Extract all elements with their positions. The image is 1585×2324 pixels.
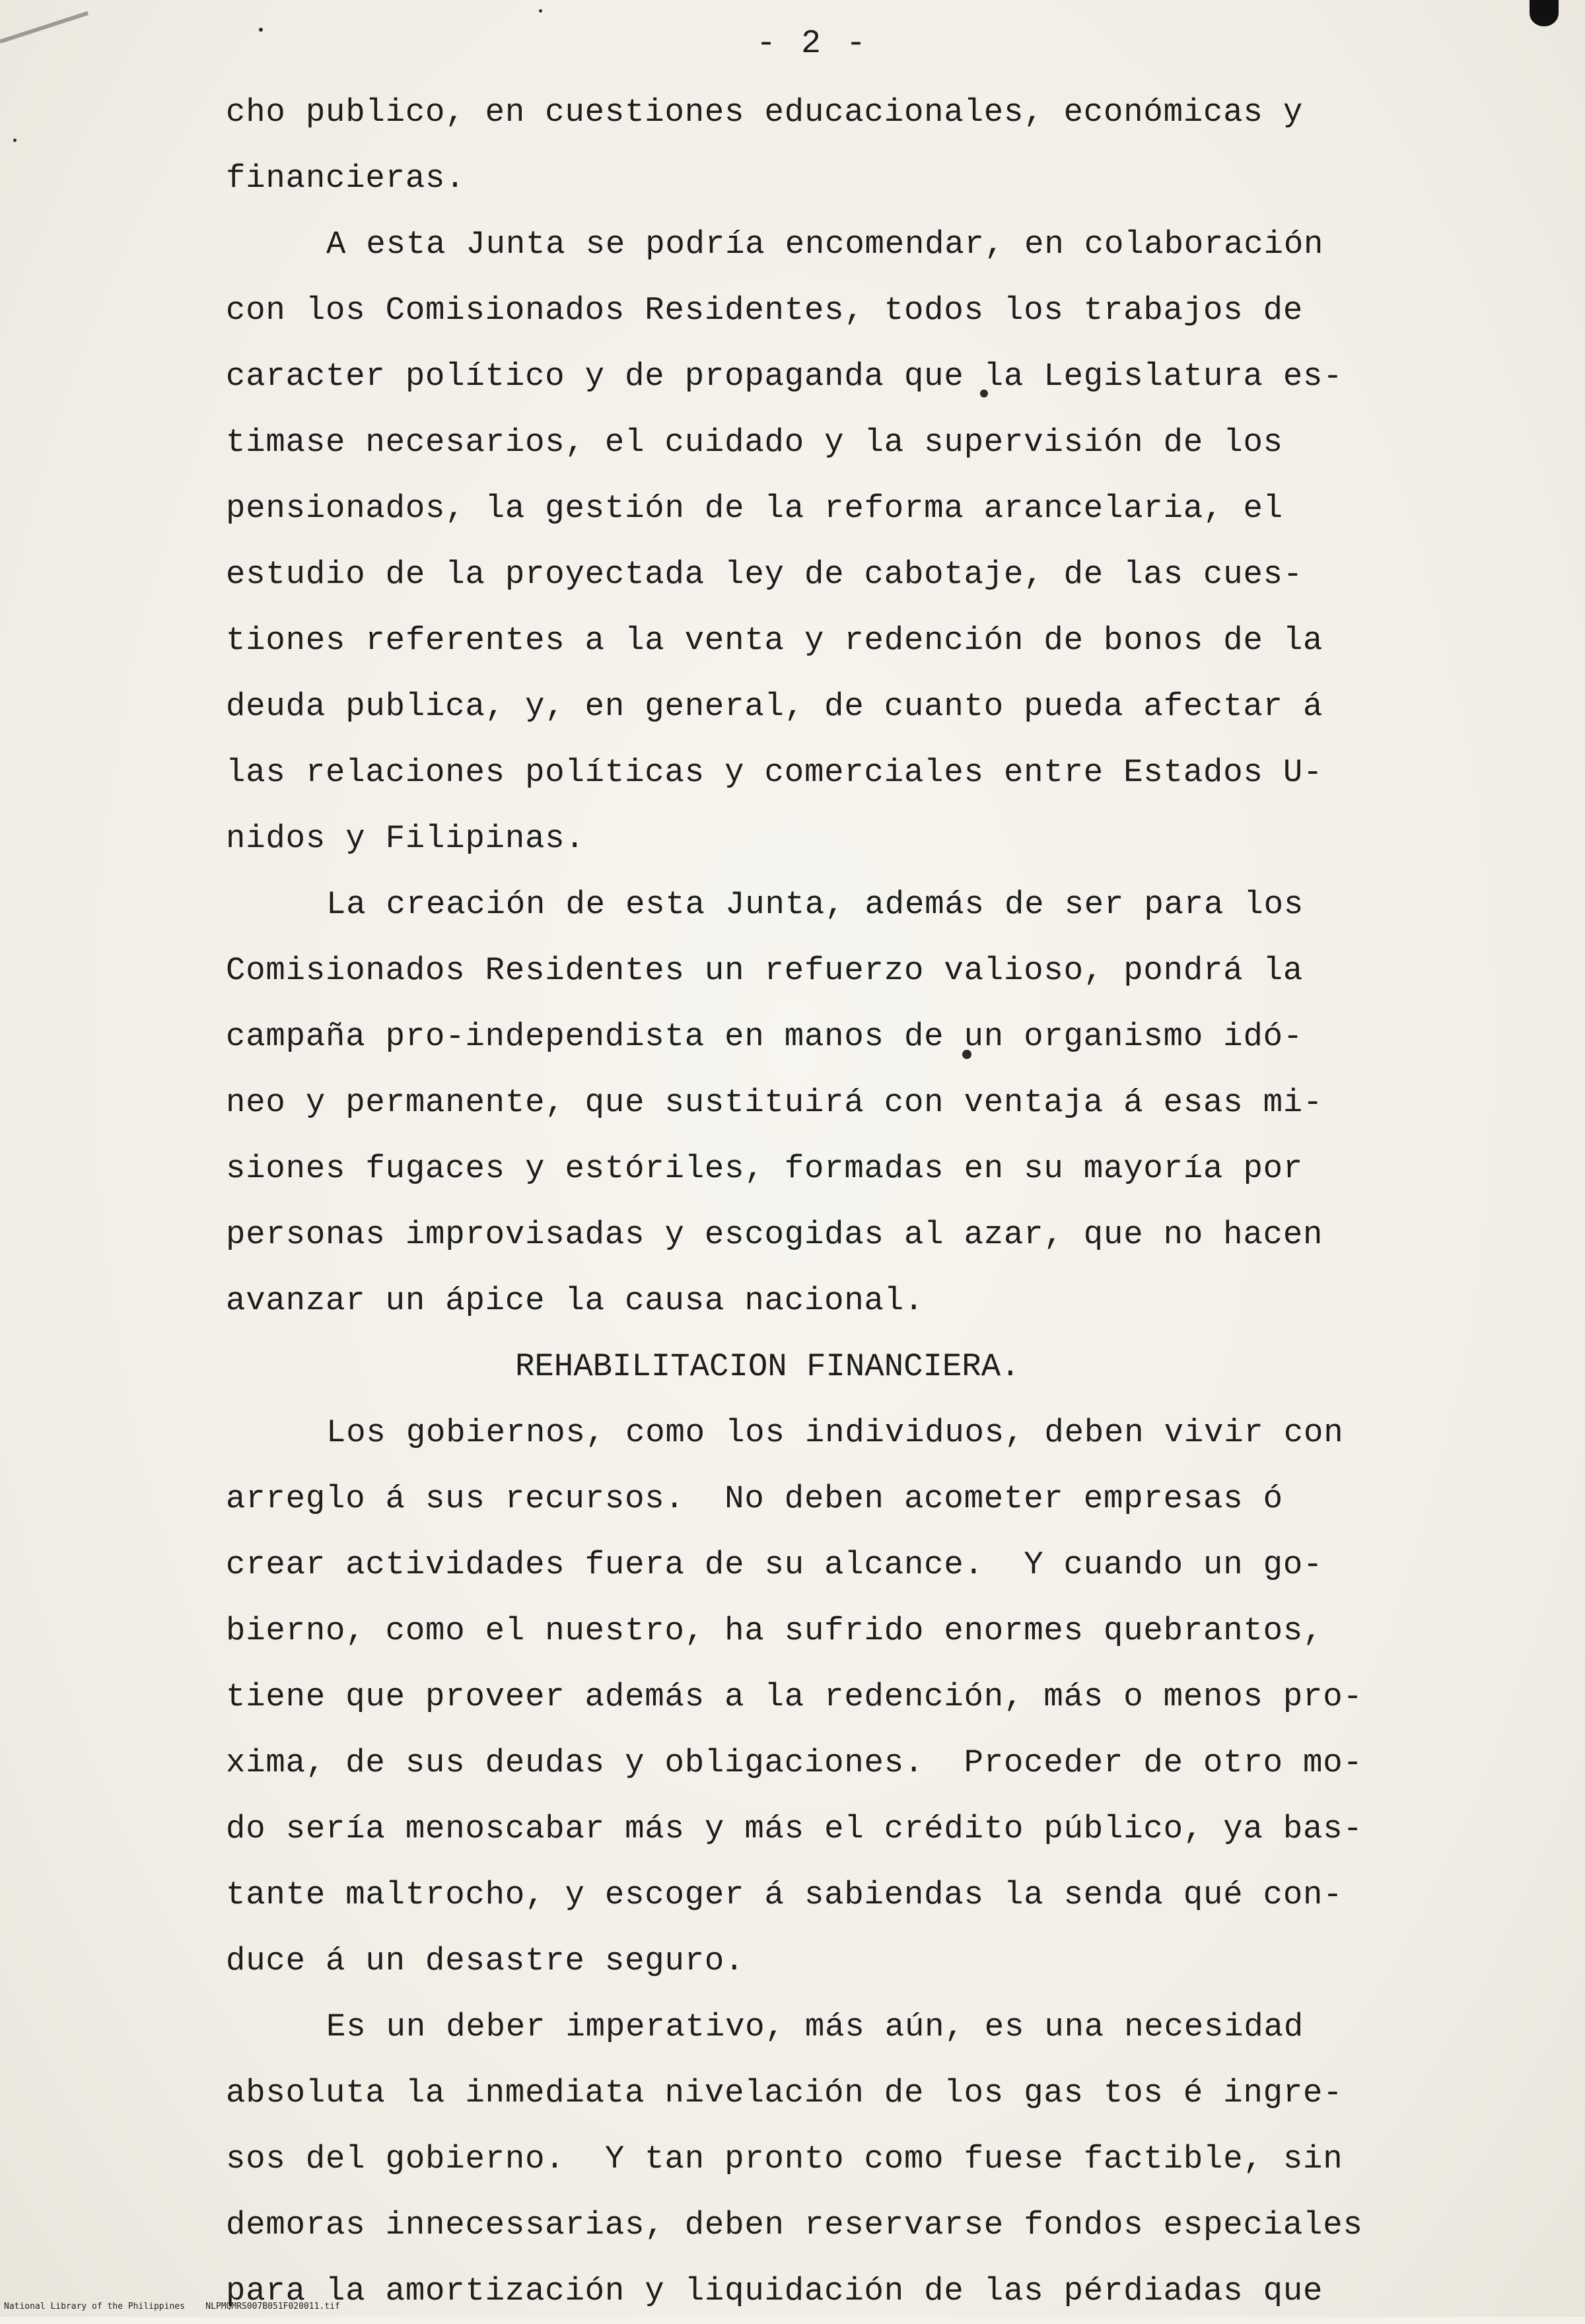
ink-speck bbox=[539, 9, 542, 13]
text-line: para la amortización y liquidación de las pérdiadas que bbox=[226, 2273, 1323, 2309]
text-line: bierno, como el nuestro, ha sufrido enormes quebrantos, bbox=[226, 1612, 1323, 1649]
text-line: Comisionados Residentes un refuerzo valioso, pondrá la bbox=[226, 952, 1304, 989]
text-line: Los gobiernos, como los individuos, deben vivir con bbox=[326, 1414, 1344, 1451]
text-line: neo y permanente, que sustituirá con ventaja á esas mi- bbox=[226, 1084, 1323, 1121]
text-line: xima, de sus deudas y obligaciones. Proceder de otro mo- bbox=[226, 1744, 1363, 1781]
archive-footer: National Library of the Philippines NLPMQMRS007B051F020011.tif bbox=[4, 2302, 340, 2311]
ink-speck bbox=[13, 139, 17, 142]
text-line: tiones referentes a la venta y redención de bonos de la bbox=[226, 622, 1323, 659]
text-line: avanzar un ápice la causa nacional. bbox=[226, 1282, 925, 1319]
text-line: A esta Junta se podría encomendar, en colaboración bbox=[326, 226, 1324, 263]
text-line: estudio de la proyectada ley de cabotaje, de las cues- bbox=[226, 556, 1304, 593]
text-line: campaña pro-independista en manos de un organismo idó- bbox=[226, 1018, 1304, 1055]
text-line: deuda publica, y, en general, de cuanto pueda afectar á bbox=[226, 688, 1323, 725]
page-number: - 2 - bbox=[756, 25, 869, 63]
text-line: duce á un desastre seguro. bbox=[226, 1942, 745, 1979]
text-line: financieras. bbox=[226, 160, 466, 197]
text-line: nidos y Filipinas. bbox=[226, 820, 585, 857]
text-line: absoluta la inmediata nivelación de los gas tos é ingre- bbox=[226, 2074, 1343, 2111]
document-body bbox=[226, 79, 1421, 2324]
text-line: caracter político y de propaganda que la Legislatura es- bbox=[226, 358, 1343, 395]
text-line: demoras innecessarias, deben reservarse fondos especiales bbox=[226, 2206, 1363, 2243]
text-line: crear actividades fuera de su alcance. Y cuando un go- bbox=[226, 1546, 1323, 1583]
section-heading: REHABILITACION FINANCIERA. bbox=[515, 1348, 1020, 1385]
text-line: las relaciones políticas y comerciales entre Estados U- bbox=[226, 754, 1323, 791]
text-line: pensionados, la gestión de la reforma arancelaria, el bbox=[226, 490, 1283, 527]
text-line: do sería menoscabar más y más el crédito público, ya bas- bbox=[226, 1810, 1363, 1847]
text-line: cho publico, en cuestiones educacionales, económicas y bbox=[226, 94, 1304, 131]
text-line: siones fugaces y estóriles, formadas en su mayoría por bbox=[226, 1150, 1304, 1187]
text-line: La creación de esta Junta, además de ser para los bbox=[326, 886, 1304, 923]
text-line: personas improvisadas y escogidas al azar, que no hacen bbox=[226, 1216, 1323, 1253]
text-line: arreglo á sus recursos. No deben acometer empresas ó bbox=[226, 1480, 1283, 1517]
text-line: con los Comisionados Residentes, todos los trabajos de bbox=[226, 292, 1304, 329]
text-line: sos del gobierno. Y tan pronto como fuese factible, sin bbox=[226, 2140, 1343, 2177]
text-line: timase necesarios, el cuidado y la supervisión de los bbox=[226, 424, 1283, 461]
text-line: Es un deber imperativo, más aún, es una necesidad bbox=[326, 2008, 1304, 2045]
ink-blot bbox=[1530, 0, 1559, 26]
text-line: tiene que proveer además a la redención, más o menos pro- bbox=[226, 1678, 1363, 1715]
text-line: tante maltrocho, y escoger á sabiendas la senda qué con- bbox=[226, 1876, 1343, 1913]
